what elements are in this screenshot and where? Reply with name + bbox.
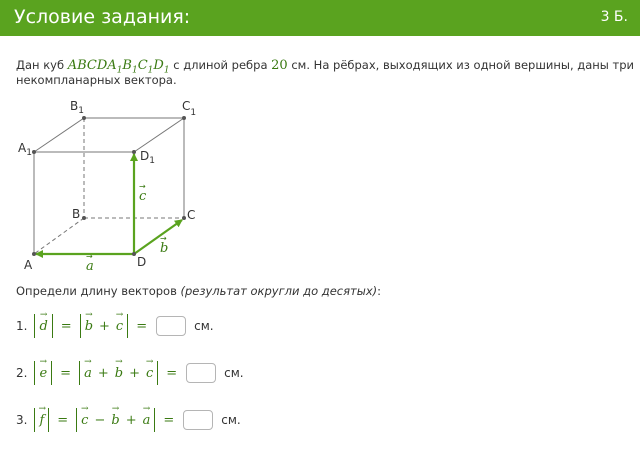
statement-line-2: некомпланарных вектора. [16, 73, 177, 87]
svg-text:→: → [139, 182, 146, 191]
vector-label-a: a [86, 259, 94, 274]
unit-label: см. [221, 413, 241, 427]
task-header [0, 0, 640, 36]
label-B1: $B_1$ [70, 99, 84, 116]
task-formula: → e = → a + → b + → c = [31, 361, 182, 385]
header-title: Условие задания: [14, 6, 191, 28]
question-main: Определи длину векторов [16, 284, 177, 298]
answer-input-2[interactable] [186, 363, 216, 383]
vector-label-b: b [160, 241, 169, 256]
answer-input-1[interactable] [156, 316, 186, 336]
unit-label: см. [194, 319, 214, 333]
cube-name: $ABCDA_1B_1C_1D_1$ [67, 58, 170, 76]
task-index: 2. [16, 366, 28, 380]
label-D: D [137, 255, 147, 269]
task-1 [16, 309, 214, 338]
label-A1: $A_1$ [18, 141, 32, 158]
question-text: Определи длину векторов (результат округли до десятых): [16, 284, 381, 298]
label-C: C [187, 208, 196, 222]
points-badge: 3 Б. [600, 9, 628, 25]
edge-length: 20 [271, 58, 288, 73]
label-C1: $C_1$ [182, 99, 197, 118]
task-index: 1. [16, 319, 28, 333]
svg-text:→: → [86, 252, 93, 261]
label-A: A [24, 258, 33, 272]
answer-input-3[interactable] [183, 410, 213, 430]
task-formula: → d = → b + → c = [31, 314, 152, 338]
label-D1: $D_1$ [140, 149, 155, 166]
label-B: B [72, 207, 81, 221]
task-formula: → f = → c − → b + → a = [31, 408, 179, 432]
statement-suffix: см. На рёбрах, выходящих из одной вершины, даны три [291, 58, 634, 72]
statement-mid: с длиной ребра [173, 58, 268, 72]
task-index: 3. [16, 413, 28, 427]
svg-text:→: → [160, 234, 167, 243]
task-3 [16, 403, 241, 432]
question-hint: (результат округли до десятых) [180, 284, 378, 298]
vector-b [134, 220, 182, 254]
unit-label: см. [224, 366, 244, 380]
task-2 [16, 356, 244, 385]
statement-prefix: Дан куб [16, 58, 65, 72]
vector-label-c: c [139, 189, 147, 204]
cube-figure [14, 94, 234, 274]
